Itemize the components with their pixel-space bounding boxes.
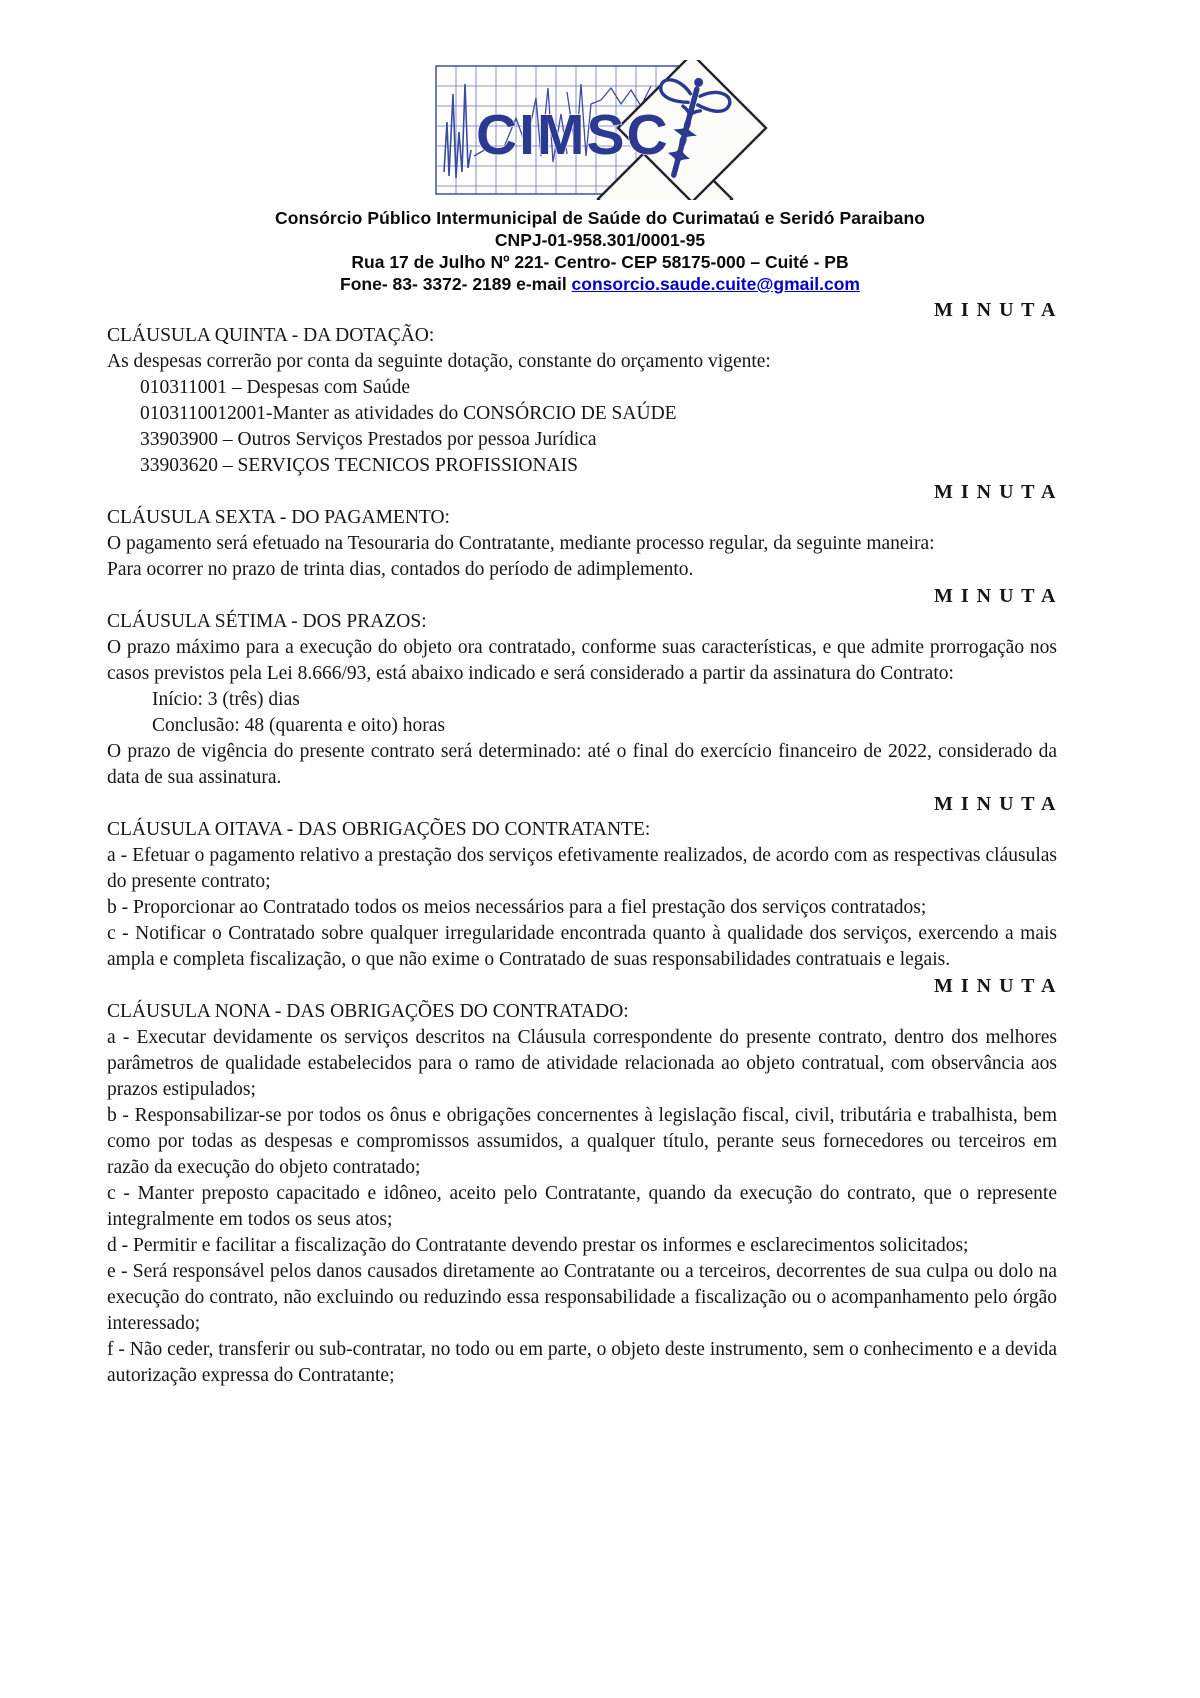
minuta-label: M I N U T A [933, 481, 1057, 503]
org-contact [0, 273, 1200, 295]
clause-title: CLÁUSULA QUINTA - DA DOTAÇÃO: [107, 325, 435, 346]
org-cnpj: CNPJ-01-958.301/0001-95 [494, 230, 706, 250]
clause-paragraph: c - Notificar o Contratado sobre qualquer irregularidade encontrada quanto à qualidade dos serviços, exercendo a mais ampla e completa fiscalização, o que não exime o Contratado de suas responsabilidades contratuais e legais. [107, 923, 1057, 970]
dotation-line: 010311001 – Despesas com Saúde [140, 377, 411, 398]
clause-title: CLÁUSULA OITAVA - DAS OBRIGAÇÕES DO CONTRATANTE: [107, 819, 651, 840]
deadline-line: Início: 3 (três) dias [152, 689, 300, 710]
clause-paragraph: c - Manter preposto capacitado e idôneo, aceito pelo Contratante, quando da execução do contrato, que o represente integralmente em todos os seus atos; [107, 1183, 1057, 1230]
org-address: Rua 17 de Julho Nº 221- Centro- CEP 58175-000 – Cuité - PB [351, 252, 849, 272]
clause-title: CLÁUSULA NONA - DAS OBRIGAÇÕES DO CONTRATADO: [107, 1001, 629, 1022]
minuta-label: M I N U T A [933, 793, 1057, 815]
cimsc-logo-graphic [430, 60, 770, 200]
clause-paragraph: b - Proporcionar ao Contratado todos os meios necessários para a fiel prestação dos serviços contratados; [107, 897, 927, 918]
email-link[interactable]: consorcio.saude.cuite@gmail.com [571, 274, 860, 294]
minuta-label: M I N U T A [933, 299, 1057, 321]
org-phone: Fone- 83- 3372- 2189 e-mail [340, 274, 572, 294]
clause-paragraph: e - Será responsável pelos danos causados diretamente ao Contratante ou a terceiros, decorrentes de sua culpa ou dolo na execução do contrato, não excluindo ou reduzindo essa responsabilidade a fiscalização ou o acompanhamento pelo órgão interessado; [107, 1261, 1057, 1334]
clause-paragraph: Para ocorrer no prazo de trinta dias, contados do período de adimplemento. [107, 559, 694, 580]
letterhead [0, 0, 1200, 295]
clause-title: CLÁUSULA SÉTIMA - DOS PRAZOS: [107, 611, 427, 632]
clause-paragraph: O pagamento será efetuado na Tesouraria do Contratante, mediante processo regular, da seguinte maneira: [107, 533, 935, 554]
minuta-label: M I N U T A [933, 585, 1057, 607]
clause-title: CLÁUSULA SEXTA - DO PAGAMENTO: [107, 507, 450, 528]
document-body [0, 295, 1200, 1389]
clause-paragraph: a - Efetuar o pagamento relativo a prestação dos serviços efetivamente realizados, de acordo com as respectivas cláusulas do presente contrato; [107, 845, 1057, 892]
cimsc-logo [0, 60, 1200, 200]
deadline-line: Conclusão: 48 (quarenta e oito) horas [152, 715, 445, 736]
clause-paragraph: f - Não ceder, transferir ou sub-contratar, no todo ou em parte, o objeto deste instrumento, sem o conhecimento e a devida autorização expressa do Contratante; [107, 1339, 1057, 1386]
org-name: Consórcio Público Intermunicipal de Saúde do Curimataú e Seridó Paraibano [274, 208, 926, 228]
clause-paragraph: b - Responsabilizar-se por todos os ônus e obrigações concernentes à legislação fiscal, civil, tributária e trabalhista, bem como por todas as despesas e compromissos assumidos, a qualquer título, perante seus fornecedores ou terceiros em razão da execução do objeto contratado; [107, 1105, 1057, 1178]
dotation-line: 33903900 – Outros Serviços Prestados por pessoa Jurídica [140, 429, 597, 450]
clause-paragraph: a - Executar devidamente os serviços descritos na Cláusula correspondente do presente contrato, dentro dos melhores parâmetros de qualidade estabelecidos para o ramo de atividade relacionada ao objeto contratual, com observância aos prazos estipulados; [107, 1027, 1057, 1100]
clause-paragraph: d - Permitir e facilitar a fiscalização do Contratante devendo prestar os informes e esclarecimentos solicitados; [107, 1235, 969, 1256]
dotation-line: 33903620 – SERVIÇOS TECNICOS PROFISSIONAIS [140, 455, 578, 476]
minuta-label: M I N U T A [933, 975, 1057, 997]
clause-paragraph: O prazo de vigência do presente contrato será determinado: até o final do exercício financeiro de 2022, considerado da data de sua assinatura. [107, 741, 1057, 788]
dotation-line: 0103110012001-Manter as atividades do CONSÓRCIO DE SAÚDE [140, 403, 677, 424]
logo-acronym: CIMSC [476, 103, 670, 167]
clause-paragraph: O prazo máximo para a execução do objeto ora contratado, conforme suas características, e que admite prorrogação nos casos previstos pela Lei 8.666/93, está abaixo indicado e será considerado a partir da assinatura do Contrato: [107, 637, 1057, 684]
clause-paragraph: As despesas correrão por conta da seguinte dotação, constante do orçamento vigente: [107, 351, 771, 372]
